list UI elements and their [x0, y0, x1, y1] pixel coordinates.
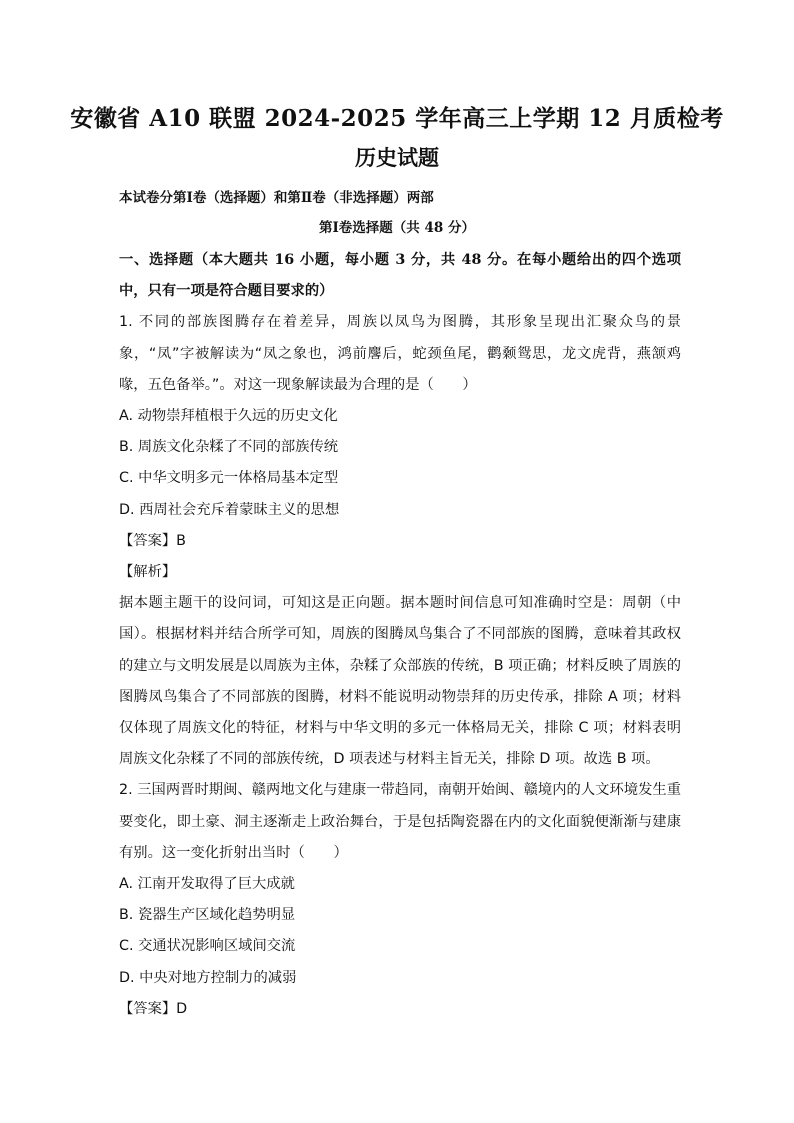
question-1-stem: 1. 不同的部族图腾存在着差异，周族以凤鸟为图腾，其形象呈现出汇聚众鸟的景象，“凤”字被解读为“凤之象也，鸿前麐后，蛇颈鱼尾，鹳颡鸳思，龙文虎背，燕颔鸡喙，五色备举。”。对这一现象解读最为合理的是（ ） [119, 314, 681, 393]
section-heading: 一、选择题（本大题共 16 小题，每小题 3 分，共 48 分。在每小题给出的四个选项中，只有一项是符合题目要求的） [119, 252, 681, 300]
question-2-option-d: D. 中央对地方控制力的减弱 [119, 969, 297, 986]
document-title: 安徽省 A10 联盟 2024-2025 学年高三上学期 12 月质检考 [70, 105, 724, 132]
main-content [119, 245, 681, 1025]
question-2-option-b: B. 瓷器生产区域化趋势明显 [119, 907, 296, 924]
question-1-option-c: C. 中华文明多元一体格局基本定型 [119, 470, 339, 487]
part-title: 第Ⅰ卷选择题（共 48 分） [318, 220, 475, 236]
question-1-answer: 【答案】B [119, 532, 186, 549]
question-1-analysis-label: 【解析】 [119, 564, 177, 581]
question-2-stem: 2. 三国两晋时期闽、赣两地文化与建康一带趋同，南朝开始闽、赣境内的人文环境发生重要变化，即土豪、洞主逐渐走上政治舞台，于是包括陶瓷器在内的文化面貌便渐渐与建康有别。这一变化折射出当时（ ） [119, 782, 681, 861]
document-subtitle: 历史试题 [355, 145, 439, 170]
question-1-option-d: D. 西周社会充斥着蒙昧主义的思想 [119, 501, 340, 518]
question-1-option-a: A. 动物崇拜植根于久远的历史文化 [119, 408, 338, 425]
question-2-answer: 【答案】D [119, 1000, 188, 1017]
question-1-option-b: B. 周族文化杂糅了不同的部族传统 [119, 439, 339, 456]
question-2-option-c: C. 交通状况影响区域间交流 [119, 938, 296, 955]
exam-note: 本试卷分第Ⅰ卷（选择题）和第Ⅱ卷（非选择题）两部 [119, 190, 434, 206]
question-2-option-a: A. 江南开发取得了巨大成就 [119, 876, 295, 893]
question-1-analysis: 据本题主题干的设问词，可知这是正向题。据本题时间信息可知准确时空是：周朝（中国）。根据材料并结合所学可知，周族的图腾凤鸟集合了不同部族的图腾，意味着其政权的建立与文明发展是以周族为主体，杂糅了众部族的传统，B 项正确；材料反映了周族的图腾凤鸟集合了不同部族的图腾，材料不能说明动物崇拜的历史传承，排除 A 项；材料仅体现了周族文化的特征，材料与中华文明的多元一体格局无关，排除 C 项；材料表明周族文化杂糅了不同的部族传统，D 项表述与材料主旨无关，排除 D 项。故选 B 项。 [119, 595, 681, 768]
